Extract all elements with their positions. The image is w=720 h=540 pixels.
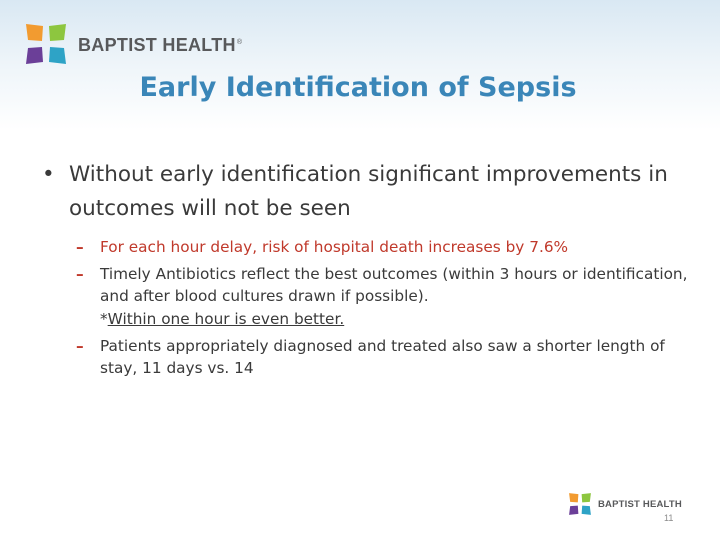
slide-title: Early Identification of Sepsis [139,72,577,103]
dash-marker: – [76,336,84,355]
sub-bullet-text: Timely Antibiotics reflect the best outcomes (within 3 hours or identification, and after blood cultures drawn if possible). [100,264,688,306]
brand-wordmark: BAPTIST HEALTH® [78,34,243,55]
dash-marker: – [76,238,84,256]
baptist-health-logo-icon [24,22,68,66]
footer-wordmark: BAPTIST HEALTH [598,498,682,510]
sub-bullet-3 [76,335,696,380]
sub-bullet-text: Patients appropriately diagnosed and treated also saw a shorter length of stay, 11 days vs. 14 [100,336,665,378]
bullet-marker: • [42,162,55,187]
baptist-health-logo-icon [568,492,592,516]
sub-bullet-2 [76,263,696,330]
sub-bullet-list [76,236,696,384]
main-bullet-text: Without early identification significant improvements in outcomes will not be seen [69,162,668,221]
sub-bullet-text: For each hour delay, risk of hospital death increases by 7.6% [100,238,569,256]
dash-marker: – [76,264,84,283]
sub-bullet-1 [76,236,696,258]
emphasis-prefix: * [100,309,108,328]
page-number: 11 [664,513,674,523]
emphasis-text: Within one hour is even better. [107,309,345,328]
main-bullet [42,158,682,226]
brand-logo [24,22,242,66]
